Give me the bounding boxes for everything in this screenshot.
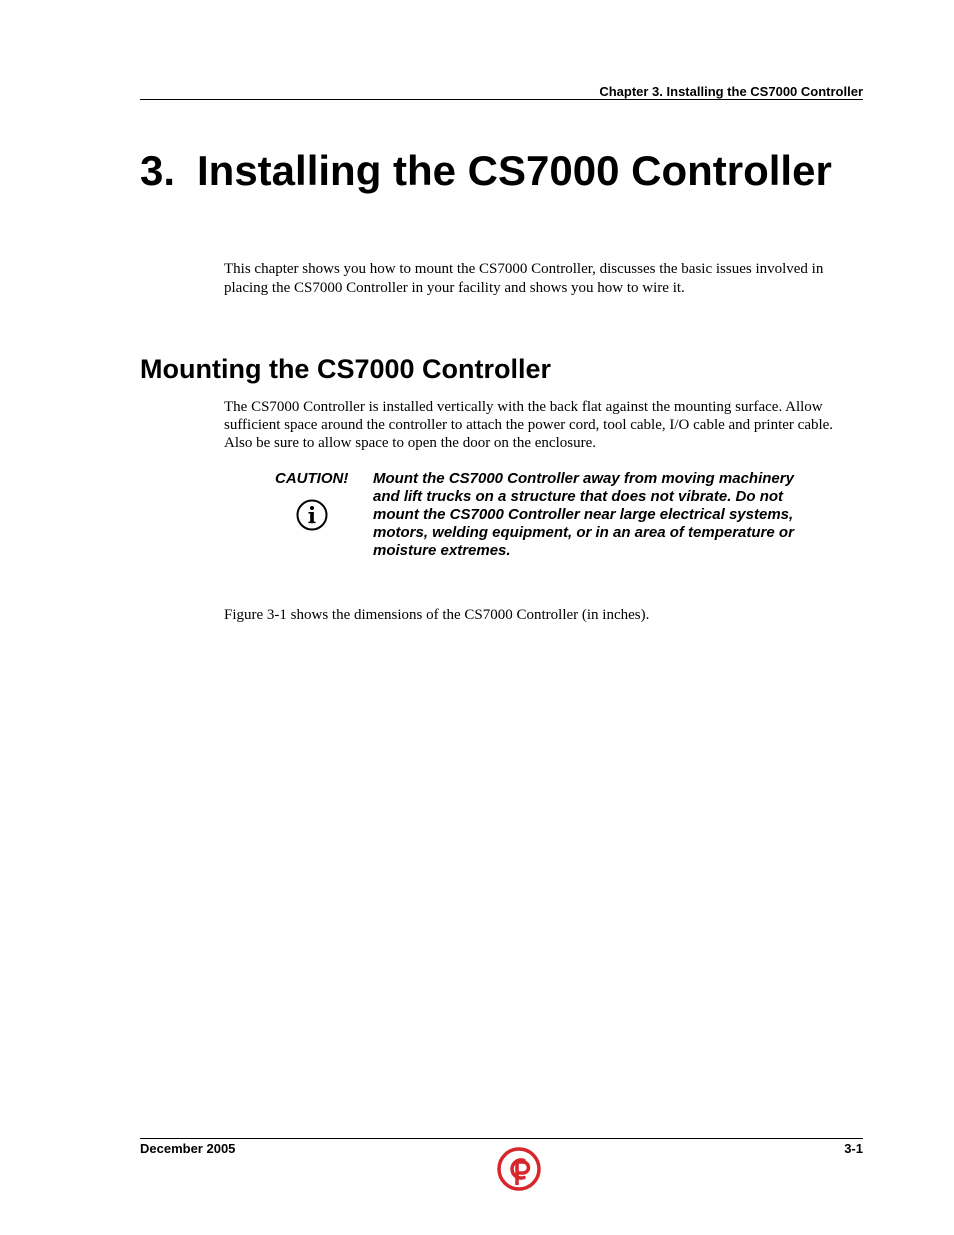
section-title: Mounting the CS7000 Controller: [140, 354, 552, 384]
footer-rule: [140, 1138, 863, 1139]
info-icon: [296, 499, 328, 531]
cp-logo-icon: [497, 1147, 541, 1191]
page-number: 3-1: [844, 1141, 863, 1156]
caution-label: CAUTION!: [275, 470, 349, 487]
section-body: The CS7000 Controller is installed vertically with the back flat against the mounting surface. Allow sufficient space around the controller to attach the power cord, tool cable, I/O cable and printer cable. Also be sure to allow space to open the door on the enclosure.: [224, 399, 834, 451]
chapter-title-text: Installing the CS7000 Controller: [197, 147, 832, 194]
figure-reference: Figure 3-1 shows the dimensions of the CS7000 Controller (in inches).: [224, 607, 650, 623]
caution-text: Mount the CS7000 Controller away from moving machinery and lift trucks on a structure that does not vibrate. Do not mount the CS7000 Controller near large electrical systems, motors, welding equipment, or in an area of temperature or moisture extremes.: [373, 470, 794, 559]
chapter-number: 3.: [140, 147, 176, 194]
chapter-intro: This chapter shows you how to mount the CS7000 Controller, discusses the basic issues involved in placing the CS7000 Controller in your facility and shows you how to wire it.: [224, 261, 824, 296]
running-header: Chapter 3. Installing the CS7000 Controller: [599, 84, 863, 99]
header-rule: [140, 99, 863, 100]
footer-date: December 2005: [140, 1141, 236, 1156]
chapter-title: [140, 145, 832, 197]
